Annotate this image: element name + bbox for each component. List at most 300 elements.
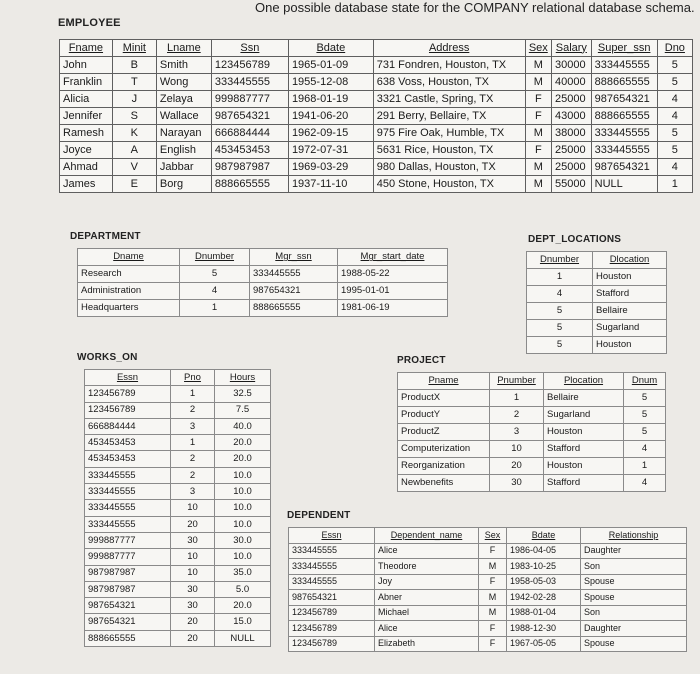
table-cell-salary: 55000 (552, 176, 592, 193)
column-header-bdate: Bdate (507, 528, 581, 544)
table-cell-dno: 5 (657, 57, 692, 74)
table-cell-bdate: 1941-06-20 (288, 108, 373, 125)
table-cell-ssn: 333445555 (211, 74, 288, 91)
table-cell-bdate: 1962-09-15 (288, 125, 373, 142)
table-cell-bdate: 1988-12-30 (507, 621, 581, 637)
table-cell-hours: 10.0 (215, 484, 271, 500)
column-header-pnumber: Pnumber (490, 373, 544, 390)
table-cell-ssn: 666884444 (211, 125, 288, 142)
table-cell-fname: Jennifer (60, 108, 113, 125)
table-cell-bdate: 1972-07-31 (288, 142, 373, 159)
table-cell-bdate: 1937-11-10 (288, 176, 373, 193)
table-cell-lname: Zelaya (156, 91, 211, 108)
table-row (60, 57, 693, 74)
works-on-table (84, 369, 271, 647)
table-cell-ssn: 987987987 (211, 159, 288, 176)
table-cell-hours: 32.5 (215, 386, 271, 402)
table-cell-address: 638 Voss, Houston, TX (373, 74, 525, 91)
table-row (60, 159, 693, 176)
table-cell-essn: 333445555 (289, 543, 375, 559)
table-cell-dnum: 4 (624, 475, 666, 492)
table-row (85, 549, 271, 565)
dept-locations-header-row (527, 252, 667, 269)
table-cell-dlocation: Houston (593, 269, 667, 286)
table-cell-essn: 666884444 (85, 418, 171, 434)
table-cell-relationship: Daughter (581, 621, 687, 637)
column-header-lname: Lname (156, 40, 211, 57)
table-cell-essn: 123456789 (85, 402, 171, 418)
table-cell-dno: 1 (657, 176, 692, 193)
table-cell-essn: 987987987 (85, 581, 171, 597)
table-row (78, 300, 448, 317)
table-row (85, 386, 271, 402)
table-row (527, 269, 667, 286)
table-cell-fname: Ramesh (60, 125, 113, 142)
table-cell-pno: 30 (171, 598, 215, 614)
table-cell-super-ssn: NULL (591, 176, 657, 193)
table-cell-relationship: Spouse (581, 636, 687, 652)
table-row (289, 621, 687, 637)
table-row (60, 142, 693, 159)
table-cell-lname: Wallace (156, 108, 211, 125)
project-table (397, 372, 666, 492)
table-cell-ssn: 987654321 (211, 108, 288, 125)
table-cell-essn: 123456789 (289, 605, 375, 621)
table-cell-dependent-name: Joy (375, 574, 479, 590)
table-cell-lname: Narayan (156, 125, 211, 142)
table-cell-essn: 999887777 (85, 549, 171, 565)
table-cell-relationship: Daughter (581, 543, 687, 559)
table-cell-hours: 5.0 (215, 581, 271, 597)
table-cell-bdate: 1967-05-05 (507, 636, 581, 652)
table-cell-address: 450 Stone, Houston, TX (373, 176, 525, 193)
table-row (85, 500, 271, 516)
table-cell-dnumber: 5 (180, 266, 250, 283)
table-cell-pnumber: 3 (490, 424, 544, 441)
column-header-dnumber: Dnumber (527, 252, 593, 269)
table-row (398, 458, 666, 475)
table-cell-salary: 40000 (552, 74, 592, 91)
table-row (85, 516, 271, 532)
column-header-address: Address (373, 40, 525, 57)
table-cell-salary: 25000 (552, 91, 592, 108)
table-cell-pno: 10 (171, 565, 215, 581)
table-cell-sex: F (479, 543, 507, 559)
table-cell-hours: 20.0 (215, 598, 271, 614)
table-cell-salary: 30000 (552, 57, 592, 74)
table-cell-mgr-ssn: 888665555 (250, 300, 338, 317)
column-header-bdate: Bdate (288, 40, 373, 57)
column-header-salary: Salary (552, 40, 592, 57)
dependent-table (288, 527, 687, 652)
table-row (85, 581, 271, 597)
table-cell-minit: B (112, 57, 156, 74)
table-cell-dlocation: Bellaire (593, 303, 667, 320)
table-row (289, 590, 687, 606)
table-cell-hours: 20.0 (215, 451, 271, 467)
dependent-table-label: DEPENDENT (287, 510, 351, 521)
column-header-dno: Dno (657, 40, 692, 57)
table-cell-lname: Smith (156, 57, 211, 74)
table-cell-dnum: 5 (624, 424, 666, 441)
table-cell-plocation: Houston (544, 458, 624, 475)
table-cell-sex: M (525, 159, 551, 176)
table-row (398, 441, 666, 458)
column-header-plocation: Plocation (544, 373, 624, 390)
table-row (60, 91, 693, 108)
table-cell-sex: F (479, 574, 507, 590)
table-row (527, 303, 667, 320)
table-cell-hours: 10.0 (215, 516, 271, 532)
column-header-sex: Sex (479, 528, 507, 544)
table-row (85, 418, 271, 434)
table-cell-salary: 38000 (552, 125, 592, 142)
table-cell-sex: M (479, 559, 507, 575)
table-cell-dlocation: Houston (593, 337, 667, 354)
table-cell-pno: 2 (171, 451, 215, 467)
table-cell-fname: Alicia (60, 91, 113, 108)
table-cell-essn: 123456789 (289, 636, 375, 652)
table-cell-plocation: Bellaire (544, 390, 624, 407)
table-cell-bdate: 1965-01-09 (288, 57, 373, 74)
table-cell-lname: Jabbar (156, 159, 211, 176)
table-row (398, 390, 666, 407)
dept-locations-table-label: DEPT_LOCATIONS (528, 234, 622, 245)
dependent-header-row (289, 528, 687, 544)
table-cell-dependent-name: Alice (375, 621, 479, 637)
table-row (78, 266, 448, 283)
table-cell-dno: 4 (657, 159, 692, 176)
table-cell-bdate: 1983-10-25 (507, 559, 581, 575)
column-header-hours: Hours (215, 370, 271, 386)
table-cell-salary: 25000 (552, 142, 592, 159)
table-cell-hours: 7.5 (215, 402, 271, 418)
table-cell-essn: 333445555 (85, 500, 171, 516)
table-row (85, 402, 271, 418)
table-cell-hours: 40.0 (215, 418, 271, 434)
table-cell-sex: M (479, 605, 507, 621)
table-cell-bdate: 1969-03-29 (288, 159, 373, 176)
column-header-dependent-name: Dependent_name (375, 528, 479, 544)
table-cell-hours: 35.0 (215, 565, 271, 581)
employee-header-row (60, 40, 693, 57)
table-cell-pnumber: 2 (490, 407, 544, 424)
table-cell-fname: James (60, 176, 113, 193)
table-cell-pno: 10 (171, 549, 215, 565)
table-row (527, 337, 667, 354)
works-on-table-label: WORKS_ON (77, 352, 138, 363)
table-cell-dependent-name: Alice (375, 543, 479, 559)
table-cell-pnumber: 10 (490, 441, 544, 458)
column-header-dname: Dname (78, 249, 180, 266)
table-cell-mgr-start-date: 1988-05-22 (338, 266, 448, 283)
table-cell-dnum: 1 (624, 458, 666, 475)
department-table-label: DEPARTMENT (70, 231, 141, 242)
table-cell-pno: 3 (171, 484, 215, 500)
table-row (289, 636, 687, 652)
table-cell-dno: 5 (657, 125, 692, 142)
table-row (85, 435, 271, 451)
table-cell-pname: ProductY (398, 407, 490, 424)
table-cell-essn: 453453453 (85, 435, 171, 451)
table-cell-essn: 123456789 (289, 621, 375, 637)
table-cell-super-ssn: 987654321 (591, 91, 657, 108)
table-cell-sex: F (479, 621, 507, 637)
table-row (85, 467, 271, 483)
table-cell-ssn: 453453453 (211, 142, 288, 159)
table-cell-dnumber: 4 (527, 286, 593, 303)
table-cell-hours: 20.0 (215, 435, 271, 451)
table-cell-salary: 25000 (552, 159, 592, 176)
table-cell-hours: NULL (215, 630, 271, 646)
table-cell-pno: 1 (171, 435, 215, 451)
table-cell-pnumber: 1 (490, 390, 544, 407)
table-cell-minit: A (112, 142, 156, 159)
table-cell-address: 980 Dallas, Houston, TX (373, 159, 525, 176)
table-cell-dno: 5 (657, 74, 692, 91)
employee-table (59, 39, 693, 193)
table-cell-hours: 10.0 (215, 549, 271, 565)
table-cell-dnumber: 1 (180, 300, 250, 317)
table-cell-dname: Administration (78, 283, 180, 300)
table-cell-essn: 987987987 (85, 565, 171, 581)
table-cell-essn: 888665555 (85, 630, 171, 646)
table-cell-dnum: 5 (624, 390, 666, 407)
table-cell-plocation: Sugarland (544, 407, 624, 424)
table-row (398, 475, 666, 492)
table-cell-dlocation: Stafford (593, 286, 667, 303)
employee-table-label: EMPLOYEE (58, 17, 121, 29)
project-header-row (398, 373, 666, 390)
table-cell-dnumber: 1 (527, 269, 593, 286)
table-cell-essn: 453453453 (85, 451, 171, 467)
table-cell-fname: Ahmad (60, 159, 113, 176)
table-cell-bdate: 1942-02-28 (507, 590, 581, 606)
table-cell-minit: J (112, 91, 156, 108)
table-row (85, 484, 271, 500)
column-header-dlocation: Dlocation (593, 252, 667, 269)
table-cell-dependent-name: Michael (375, 605, 479, 621)
table-cell-pname: Newbenefits (398, 475, 490, 492)
table-cell-ssn: 999887777 (211, 91, 288, 108)
table-cell-pname: Computerization (398, 441, 490, 458)
table-cell-essn: 987654321 (289, 590, 375, 606)
table-cell-essn: 123456789 (85, 386, 171, 402)
table-cell-dependent-name: Theodore (375, 559, 479, 575)
column-header-sex: Sex (525, 40, 551, 57)
table-cell-relationship: Son (581, 605, 687, 621)
table-cell-mgr-ssn: 333445555 (250, 266, 338, 283)
table-row (527, 286, 667, 303)
table-cell-dnumber: 5 (527, 337, 593, 354)
table-cell-relationship: Spouse (581, 574, 687, 590)
table-cell-relationship: Spouse (581, 590, 687, 606)
table-cell-dname: Research (78, 266, 180, 283)
table-cell-address: 291 Berry, Bellaire, TX (373, 108, 525, 125)
table-row (289, 574, 687, 590)
table-cell-dnumber: 5 (527, 303, 593, 320)
table-cell-pno: 3 (171, 418, 215, 434)
table-cell-super-ssn: 333445555 (591, 125, 657, 142)
table-cell-sex: M (525, 74, 551, 91)
table-cell-mgr-start-date: 1981-06-19 (338, 300, 448, 317)
table-cell-dno: 5 (657, 142, 692, 159)
table-cell-bdate: 1988-01-04 (507, 605, 581, 621)
table-cell-super-ssn: 888665555 (591, 74, 657, 91)
table-cell-lname: Borg (156, 176, 211, 193)
column-header-fname: Fname (60, 40, 113, 57)
table-cell-address: 3321 Castle, Spring, TX (373, 91, 525, 108)
column-header-pname: Pname (398, 373, 490, 390)
table-cell-super-ssn: 888665555 (591, 108, 657, 125)
table-cell-hours: 15.0 (215, 614, 271, 630)
table-row (289, 605, 687, 621)
table-cell-fname: Joyce (60, 142, 113, 159)
table-row (85, 451, 271, 467)
table-cell-super-ssn: 987654321 (591, 159, 657, 176)
table-cell-bdate: 1986-04-05 (507, 543, 581, 559)
table-cell-address: 975 Fire Oak, Humble, TX (373, 125, 525, 142)
table-cell-minit: S (112, 108, 156, 125)
table-row (85, 614, 271, 630)
column-header-mgr-ssn: Mgr_ssn (250, 249, 338, 266)
table-row (527, 320, 667, 337)
table-row (60, 74, 693, 91)
table-row (85, 630, 271, 646)
table-cell-bdate: 1955-12-08 (288, 74, 373, 91)
table-row (85, 598, 271, 614)
table-cell-relationship: Son (581, 559, 687, 575)
table-cell-fname: John (60, 57, 113, 74)
column-header-minit: Minit (112, 40, 156, 57)
table-cell-super-ssn: 333445555 (591, 142, 657, 159)
table-row (85, 565, 271, 581)
table-cell-essn: 999887777 (85, 532, 171, 548)
table-cell-hours: 30.0 (215, 532, 271, 548)
page-title: One possible database state for the COMPANY relational database schema. (255, 0, 695, 15)
table-cell-sex: M (525, 57, 551, 74)
table-row (289, 543, 687, 559)
column-header-ssn: Ssn (211, 40, 288, 57)
table-cell-pno: 2 (171, 402, 215, 418)
table-cell-bdate: 1968-01-19 (288, 91, 373, 108)
works-on-header-row (85, 370, 271, 386)
table-cell-lname: Wong (156, 74, 211, 91)
table-cell-pno: 10 (171, 500, 215, 516)
column-header-essn: Essn (85, 370, 171, 386)
table-cell-hours: 10.0 (215, 500, 271, 516)
table-cell-minit: E (112, 176, 156, 193)
table-cell-pnumber: 30 (490, 475, 544, 492)
table-cell-dependent-name: Abner (375, 590, 479, 606)
table-row (85, 532, 271, 548)
table-cell-minit: T (112, 74, 156, 91)
table-cell-pno: 30 (171, 581, 215, 597)
table-cell-ssn: 123456789 (211, 57, 288, 74)
table-cell-essn: 333445555 (85, 467, 171, 483)
table-cell-plocation: Houston (544, 424, 624, 441)
table-cell-essn: 333445555 (289, 574, 375, 590)
table-cell-sex: F (525, 142, 551, 159)
table-cell-pno: 30 (171, 532, 215, 548)
table-cell-pnumber: 20 (490, 458, 544, 475)
table-cell-pname: ProductZ (398, 424, 490, 441)
table-cell-pname: ProductX (398, 390, 490, 407)
table-cell-fname: Franklin (60, 74, 113, 91)
table-cell-pno: 20 (171, 516, 215, 532)
table-cell-pno: 1 (171, 386, 215, 402)
table-cell-super-ssn: 333445555 (591, 57, 657, 74)
table-cell-sex: F (525, 91, 551, 108)
table-cell-dnumber: 5 (527, 320, 593, 337)
table-cell-essn: 333445555 (85, 484, 171, 500)
table-cell-sex: M (525, 176, 551, 193)
table-cell-dnum: 4 (624, 441, 666, 458)
table-cell-mgr-start-date: 1995-01-01 (338, 283, 448, 300)
table-cell-dnumber: 4 (180, 283, 250, 300)
column-header-dnumber: Dnumber (180, 249, 250, 266)
project-table-label: PROJECT (397, 355, 446, 366)
table-cell-pno: 20 (171, 614, 215, 630)
dept-locations-table (526, 251, 667, 354)
table-cell-essn: 333445555 (289, 559, 375, 575)
table-cell-mgr-ssn: 987654321 (250, 283, 338, 300)
table-cell-sex: F (525, 108, 551, 125)
table-cell-pno: 20 (171, 630, 215, 646)
column-header-essn: Essn (289, 528, 375, 544)
table-cell-lname: English (156, 142, 211, 159)
table-row (398, 424, 666, 441)
table-cell-bdate: 1958-05-03 (507, 574, 581, 590)
column-header-super-ssn: Super_ssn (591, 40, 657, 57)
table-cell-address: 731 Fondren, Houston, TX (373, 57, 525, 74)
table-row (289, 559, 687, 575)
table-cell-ssn: 888665555 (211, 176, 288, 193)
table-cell-sex: M (479, 590, 507, 606)
table-cell-minit: V (112, 159, 156, 176)
table-cell-dependent-name: Elizabeth (375, 636, 479, 652)
table-row (78, 283, 448, 300)
table-cell-plocation: Stafford (544, 441, 624, 458)
table-cell-address: 5631 Rice, Houston, TX (373, 142, 525, 159)
column-header-mgr-start-date: Mgr_start_date (338, 249, 448, 266)
column-header-dnum: Dnum (624, 373, 666, 390)
table-cell-dno: 4 (657, 108, 692, 125)
table-cell-essn: 333445555 (85, 516, 171, 532)
table-cell-sex: M (525, 125, 551, 142)
table-row (398, 407, 666, 424)
table-cell-pno: 2 (171, 467, 215, 483)
table-cell-essn: 987654321 (85, 598, 171, 614)
department-header-row (78, 249, 448, 266)
table-cell-pname: Reorganization (398, 458, 490, 475)
table-row (60, 176, 693, 193)
table-cell-hours: 10.0 (215, 467, 271, 483)
table-cell-dnum: 5 (624, 407, 666, 424)
table-cell-minit: K (112, 125, 156, 142)
table-row (60, 108, 693, 125)
table-cell-dno: 4 (657, 91, 692, 108)
table-cell-dname: Headquarters (78, 300, 180, 317)
table-cell-essn: 987654321 (85, 614, 171, 630)
table-cell-sex: F (479, 636, 507, 652)
table-cell-dlocation: Sugarland (593, 320, 667, 337)
table-cell-salary: 43000 (552, 108, 592, 125)
column-header-pno: Pno (171, 370, 215, 386)
department-table (77, 248, 448, 317)
table-cell-plocation: Stafford (544, 475, 624, 492)
table-row (60, 125, 693, 142)
